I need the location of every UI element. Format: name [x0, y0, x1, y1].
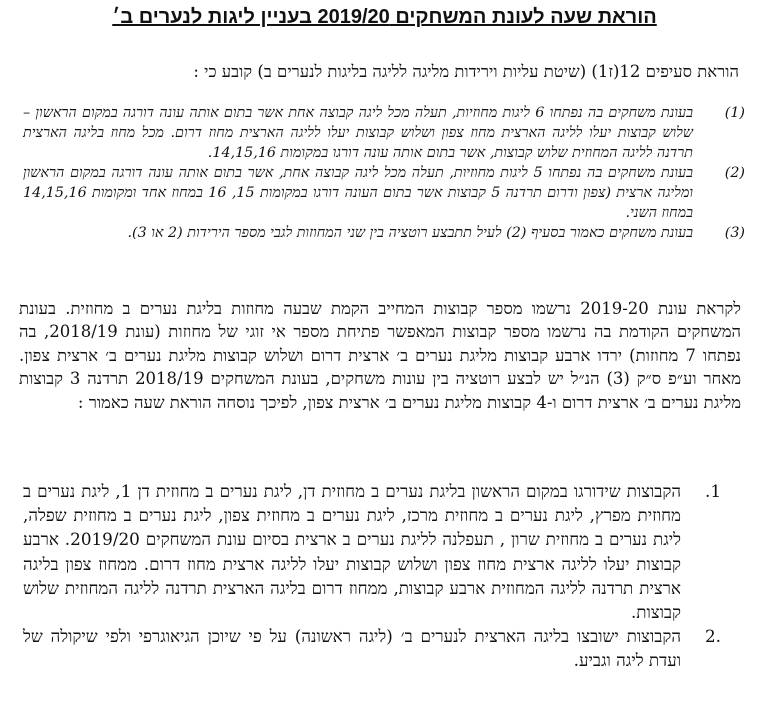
quoted-clause	[23, 163, 745, 223]
quoted-clause	[23, 103, 745, 163]
clause-text: בעונת משחקים בה נפתחו 5 ליגות מחוזיות, תעלה מכל ליגה קבוצה אחת, אשר בתום אותה עונה דורגה במקום הראשון ומליגה ארצית (צפון ודרום תרדנה 5 קבוצות אשר בתום העונה דורגו במקומות 15, 16 במחוז אחד ומקומות 14,15,16 במחוז השני.	[23, 165, 694, 221]
clause-number: (2)	[724, 165, 745, 181]
document-title: הוראת שעה לעונת המשחקים 2019/20 בעניין ליגות לנערים ב׳	[112, 6, 657, 28]
clause-number: (3)	[724, 225, 745, 241]
list-item	[23, 624, 745, 672]
quoted-clause	[23, 223, 745, 243]
item-text: הקבוצות ישובצו בליגה הארצית לנערים ב׳ (ליגה ראשונה) על פי שיוכן הגיאוגרפי ולפי שיקולה של ועדת ליגה וגביע.	[23, 626, 681, 671]
intro-line: הוראת סעיפים 12(ז1) (שיטת עליות וירידות מליגה לליגה בליגות לנערים ב) קובע כי :	[193, 62, 739, 81]
item-number: 1.	[704, 481, 722, 501]
clause-text: בעונת משחקים בה נפתחו 6 ליגות מחוזיות, תעלה מכל ליגה קבוצה אחת אשר בתום אותה עונה דורגה במקום הראשון – שלוש קבוצות יעלו לליגה הארצית מחוז צפון ושלוש קבוצות יעלו לליגה הארצית מחוז דרום. מכל מחוז בליגה הארצית תרדנה לליגה המחוזית שלוש קבוצות, אשר בתום אותה עונה דורגו במקומות 14,15,16.	[23, 105, 693, 161]
clause-number: (1)	[724, 105, 745, 121]
quoted-clauses	[23, 103, 745, 243]
provisions-list	[23, 479, 745, 673]
item-number: .2	[704, 626, 722, 647]
list-item	[23, 479, 745, 624]
clause-text: בעונת משחקים כאמור בסעיף (2) לעיל תתבצע רוטציה בין שני המחוזות לגבי מספר הירידות (2 או 3).	[127, 225, 693, 241]
item-text: הקבוצות שידורגו במקום הראשון בליגת נערים ב מחוזית דן, ליגת נערים ב מחוזית דן 1, ליגת נערים ב מחוזית מפרץ, ליגת נערים ב מחוזית מרכז, ליגת נערים ב מחוזית צפון, ליגת נערים ב מחוזית שפלה, ליגת נערים ב מחוזית שרון , תעפלנה לליגת נערים ב ארצית בסיום עונת המשחקים 2019/20. ארבע קבוצות יעלו לליגה ארצית מחוז צפון ושלוש קבוצות יעלו לליגה ארצית מחוז דרום. ממחוז צפון בליגה ארצית תרדנה לליגה המחוזית ארבע קבוצות, ממחוז דרום בליגה הארצית תרדנה לליגה המחוזית שלוש קבוצות.	[23, 481, 681, 623]
explanation-paragraph: לקראת עונת 2019-20 נרשמו מספר קבוצות המחייב הקמת שבעה מחוזות בליגת נערים ב מחוזית. בעונת המשחקים הקודמת בה נרשמו מספר קבוצות המאפשר פתיחת מספר אי זוגי של מחוזות (עונת 2018/19, בה נפתחו 7 מחוזות) ירדו ארבע קבוצות מליגת נערים ב׳ ארצית דרום ושלוש קבוצות מליגת נערים ב׳ ארצית צפון. מאחר וע״פ ס״ק (3) הנ״ל יש לבצע רוטציה בין עונות משחקים, בעונת המשחקים 2018/19 תרדנה 3 קבוצות מליגת נערים ב׳ ארצית דרום ו-4 קבוצות מליגת נערים ב׳ ארצית צפון, לפיכך נוסחה הוראת שעה כאמור :	[19, 299, 741, 412]
